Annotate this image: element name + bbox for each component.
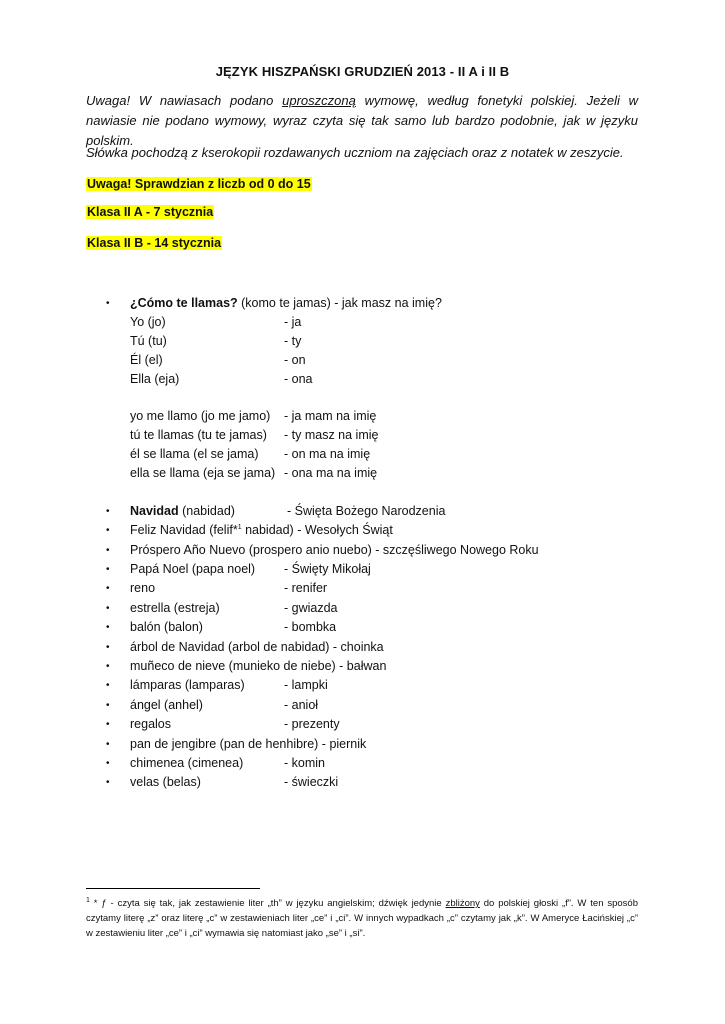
pronoun-pl: - ty: [284, 334, 302, 348]
footnote-divider: [86, 888, 260, 889]
phrase-es: yo me llamo (jo me jamo): [130, 409, 271, 423]
phrase-es: ella se llama (eja se jama): [130, 466, 276, 480]
bullet-icon: •: [106, 719, 110, 730]
bullet-icon: •: [106, 661, 110, 672]
vocab-feliz-navidad: Feliz Navidad (felif*$^1$ nabidad) - Wesołych Świąt: [130, 523, 393, 537]
bullet-icon: •: [106, 680, 110, 691]
footnote: $^1$ * ƒ - czyta się tak, jak zestawienie liter „th” w języku angielskim; dźwięk jedynie zbliżony do polskiej głoski „f”. W ten sposób czytamy literę „z” oraz literę „c” w zestawieniach liter „ce” i „ci”. W innych wypadkach „c” czytamy jak „k”. W Ameryce Łacińskiej „c” w zestawieniu liter „ce” i „ci” wymawia się natomiast jako „se” i „si”.: [86, 897, 638, 939]
vocab-navidad: Navidad (nabidad): [130, 504, 235, 518]
vocab-item-pl: - lampki: [284, 678, 328, 692]
vocab-item-es: balón (balon): [130, 620, 203, 634]
vocab-prospero: Próspero Año Nuevo (prospero anio nuebo) - szczęśliwego Nowego Roku: [130, 543, 539, 557]
phrase-pl: - on ma na imię: [284, 447, 371, 461]
pronoun-es: Tú (tu): [130, 334, 167, 348]
bullet-icon: •: [106, 603, 110, 614]
intro-paragraph-2: Słówka pochodzą z kserokopii rozdawanych uczniom na zajęciach oraz z notatek w zeszycie.: [86, 145, 624, 160]
phrase-es: él se llama (el se jama): [130, 447, 259, 461]
highlight-test-notice: Uwaga! Sprawdzian z liczb od 0 do 15: [87, 177, 311, 191]
vocab-item-es: reno: [130, 581, 156, 595]
vocab-navidad-pl: - Święta Bożego Narodzenia: [287, 504, 446, 518]
bullet-icon: •: [106, 642, 110, 653]
highlight-class-2b: Klasa II B - 14 stycznia: [87, 236, 222, 250]
pronoun-pl: - on: [284, 353, 306, 367]
vocab-item-pl: - renifer: [284, 581, 328, 595]
vocab-item-es: lámparas (lamparas): [130, 678, 245, 692]
heading-rest: (komo te jamas) - jak masz na imię?: [237, 296, 442, 310]
bullet-icon: •: [106, 777, 110, 788]
intro-text-b: wymowę, według fonetyki polskiej. Jeżeli w nawiasie nie podano wymowy, wyraz czyta się tak samo lub bardzo podobnie, jak w języku polskim.: [86, 93, 639, 148]
bullet-icon: •: [106, 506, 110, 517]
intro-paragraph-1: [86, 91, 638, 151]
vocab-item-es: muñeco de nieve (munieko de niebe) - bałwan: [130, 659, 387, 673]
bullet-icon: •: [106, 545, 110, 556]
bullet-icon: •: [106, 583, 110, 594]
bullet-icon: •: [106, 622, 110, 633]
footnote-ref: 1: [237, 524, 242, 531]
pronoun-pl: - ona: [284, 372, 313, 386]
vocab-item-pl: - bombka: [284, 620, 337, 634]
vocab-item-es: pan de jengibre (pan de henhibre) - piernik: [130, 737, 367, 751]
vocab-item-pl: - Święty Mikołaj: [284, 562, 371, 576]
vocab-item-es: regalos: [130, 717, 171, 731]
vocab-item-pl: - gwiazda: [284, 601, 338, 615]
intro-underlined-word: uproszczoną: [282, 93, 356, 108]
highlight-class-2a: Klasa II A - 7 stycznia: [87, 205, 214, 219]
section-heading: [130, 294, 442, 313]
intro-text-a: Uwaga! W nawiasach podano: [86, 93, 283, 108]
phrase-pl: - ja mam na imię: [284, 409, 377, 423]
footnote-underlined-word: zbliżony: [445, 898, 480, 909]
vocab-item-es: Papá Noel (papa noel): [130, 562, 256, 576]
vocab-item-es: estrella (estreja): [130, 601, 220, 615]
pronoun-es: Yo (jo): [130, 315, 166, 329]
vocab-item-pl: - anioł: [284, 698, 319, 712]
bullet-icon: •: [106, 564, 110, 575]
vocab-item-es: velas (belas): [130, 775, 201, 789]
pronoun-es: Ella (eja): [130, 372, 180, 386]
footnote-mark: 1: [86, 897, 90, 904]
vocab-item-es: chimenea (cimenea): [130, 756, 244, 770]
vocab-item-es: ángel (anhel): [130, 698, 203, 712]
heading-question: ¿Cómo te llamas?: [130, 296, 238, 310]
pronoun-pl: - ja: [284, 315, 302, 329]
bullet-icon: •: [106, 298, 110, 309]
vocab-item-es: árbol de Navidad (arbol de nabidad) - choinka: [130, 640, 384, 654]
bullet-icon: •: [106, 525, 110, 536]
bullet-icon: •: [106, 700, 110, 711]
page-title: JĘZYK HISZPAŃSKI GRUDZIEŃ 2013 - II A i II B: [215, 64, 510, 79]
pronoun-es: Él (el): [130, 353, 163, 367]
phrase-pl: - ty masz na imię: [284, 428, 379, 442]
vocab-item-pl: - świeczki: [284, 775, 339, 789]
vocab-item-pl: - prezenty: [284, 717, 340, 731]
phrase-es: tú te llamas (tu te jamas): [130, 428, 267, 442]
vocab-item-pl: - komin: [284, 756, 325, 770]
bullet-icon: •: [106, 758, 110, 769]
bullet-icon: •: [106, 739, 110, 750]
phrase-pl: - ona ma na imię: [284, 466, 378, 480]
